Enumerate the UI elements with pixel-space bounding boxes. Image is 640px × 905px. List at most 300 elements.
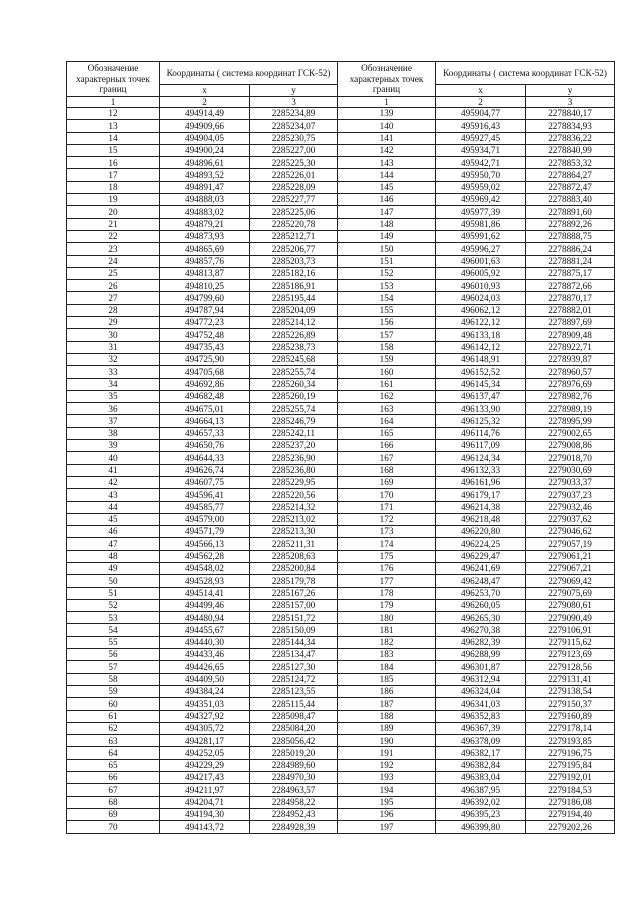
point-number-right: 192: [338, 759, 436, 771]
y-value-left: 2285186,91: [250, 280, 338, 292]
y-value-right: 2279075,69: [526, 587, 615, 599]
point-number-left: 44: [67, 501, 160, 513]
table-row: [67, 599, 615, 611]
x-value-right: 496260,05: [436, 599, 526, 611]
x-value-right: 496378,09: [436, 735, 526, 747]
point-number-right: 169: [338, 476, 436, 488]
point-number-left: 27: [67, 292, 160, 304]
table-row: [67, 550, 615, 562]
point-number-left: 68: [67, 796, 160, 808]
y-value-right: 2278897,69: [526, 317, 615, 329]
point-number-left: 36: [67, 403, 160, 415]
y-value-right: 2279061,21: [526, 550, 615, 562]
x-value-left: 494229,29: [160, 759, 250, 771]
x-value-left: 494528,93: [160, 575, 250, 587]
table-row: [67, 243, 615, 255]
y-value-right: 2279128,56: [526, 661, 615, 673]
x-header-right: x: [436, 85, 526, 97]
x-value-right: 496382,84: [436, 759, 526, 771]
y-value-right: 2279195,84: [526, 759, 615, 771]
table-row: [67, 796, 615, 808]
x-value-left: 494772,23: [160, 317, 250, 329]
point-number-right: 197: [338, 821, 436, 833]
x-value-right: 496224,25: [436, 538, 526, 550]
x-value-left: 494305,72: [160, 722, 250, 734]
x-value-left: 494810,25: [160, 280, 250, 292]
x-value-right: 495934,71: [436, 144, 526, 156]
y-value-left: 2284928,39: [250, 821, 338, 833]
y-value-right: 2278892,26: [526, 218, 615, 230]
x-value-right: 495950,70: [436, 169, 526, 181]
y-value-left: 2285226,01: [250, 169, 338, 181]
point-number-right: 165: [338, 427, 436, 439]
point-number-right: 144: [338, 169, 436, 181]
y-header-left: y: [250, 85, 338, 97]
column-number: 1: [338, 96, 436, 108]
x-value-right: 496312,94: [436, 673, 526, 685]
point-number-left: 14: [67, 132, 160, 144]
y-value-left: 2285208,63: [250, 550, 338, 562]
point-number-right: 163: [338, 403, 436, 415]
point-number-left: 23: [67, 243, 160, 255]
x-value-left: 494585,77: [160, 501, 250, 513]
x-value-left: 494579,00: [160, 513, 250, 525]
table-row: [67, 624, 615, 636]
column-number: 1: [67, 96, 160, 108]
x-value-left: 494891,47: [160, 181, 250, 193]
point-number-left: 13: [67, 120, 160, 132]
x-value-right: 496124,34: [436, 452, 526, 464]
table-row: [67, 612, 615, 624]
point-number-right: 145: [338, 181, 436, 193]
table-row: [67, 440, 615, 452]
y-value-right: 2279115,62: [526, 636, 615, 648]
point-number-left: 28: [67, 304, 160, 316]
point-number-left: 57: [67, 661, 160, 673]
y-value-left: 2285246,79: [250, 415, 338, 427]
y-value-left: 2285234,07: [250, 120, 338, 132]
table-row: [67, 108, 615, 120]
point-number-right: 151: [338, 255, 436, 267]
x-value-right: 496179,17: [436, 489, 526, 501]
point-number-left: 70: [67, 821, 160, 833]
column-number: 2: [160, 96, 250, 108]
x-value-right: 496062,12: [436, 304, 526, 316]
y-value-right: 2279192,01: [526, 772, 615, 784]
x-value-right: 496214,38: [436, 501, 526, 513]
y-value-right: 2278883,40: [526, 194, 615, 206]
point-number-right: 177: [338, 575, 436, 587]
point-number-left: 29: [67, 317, 160, 329]
point-number-right: 140: [338, 120, 436, 132]
y-value-left: 2285056,42: [250, 735, 338, 747]
x-value-left: 494626,74: [160, 464, 250, 476]
y-value-left: 2285157,00: [250, 599, 338, 611]
x-value-right: 495927,45: [436, 132, 526, 144]
table-row: [67, 390, 615, 402]
x-value-right: 495969,42: [436, 194, 526, 206]
x-value-right: 495981,86: [436, 218, 526, 230]
table-row: [67, 784, 615, 796]
table-row: [67, 464, 615, 476]
x-value-right: 496117,09: [436, 440, 526, 452]
table-row: [67, 169, 615, 181]
point-number-left: 64: [67, 747, 160, 759]
table-row: [67, 280, 615, 292]
y-value-right: 2279178,14: [526, 722, 615, 734]
x-value-left: 494281,17: [160, 735, 250, 747]
x-value-left: 494480,94: [160, 612, 250, 624]
x-value-right: 496241,69: [436, 562, 526, 574]
x-value-left: 494194,30: [160, 808, 250, 820]
y-value-left: 2285211,31: [250, 538, 338, 550]
point-number-left: 49: [67, 562, 160, 574]
y-value-left: 2284989,60: [250, 759, 338, 771]
x-value-right: 495996,27: [436, 243, 526, 255]
x-value-right: 495942,71: [436, 157, 526, 169]
table-row: [67, 759, 615, 771]
x-value-left: 494351,03: [160, 698, 250, 710]
y-value-left: 2285144,34: [250, 636, 338, 648]
coords-header-right: Координаты ( система координат ГСК-52): [436, 62, 615, 85]
y-value-left: 2285230,75: [250, 132, 338, 144]
column-number: 3: [526, 96, 615, 108]
point-number-right: 142: [338, 144, 436, 156]
x-value-left: 494857,76: [160, 255, 250, 267]
point-number-right: 191: [338, 747, 436, 759]
x-value-left: 494650,76: [160, 440, 250, 452]
x-value-left: 494562,28: [160, 550, 250, 562]
y-value-right: 2278834,93: [526, 120, 615, 132]
y-value-left: 2285150,09: [250, 624, 338, 636]
x-value-right: 496005,92: [436, 267, 526, 279]
y-value-left: 2284952,43: [250, 808, 338, 820]
x-value-left: 494440,30: [160, 636, 250, 648]
x-value-right: 496024,03: [436, 292, 526, 304]
x-header-left: x: [160, 85, 250, 97]
y-value-left: 2284970,30: [250, 772, 338, 784]
y-value-right: 2279018,70: [526, 452, 615, 464]
x-value-right: 496010,93: [436, 280, 526, 292]
x-value-right: 496270,38: [436, 624, 526, 636]
x-value-left: 494705,68: [160, 366, 250, 378]
y-value-right: 2279080,61: [526, 599, 615, 611]
x-value-right: 496301,87: [436, 661, 526, 673]
point-number-right: 179: [338, 599, 436, 611]
point-number-left: 17: [67, 169, 160, 181]
point-number-right: 143: [338, 157, 436, 169]
table-row: [67, 144, 615, 156]
x-value-left: 494607,75: [160, 476, 250, 488]
x-value-left: 494692,86: [160, 378, 250, 390]
x-value-left: 494914,49: [160, 108, 250, 120]
table-row: [67, 353, 615, 365]
x-value-right: 496367,39: [436, 722, 526, 734]
y-value-left: 2284963,57: [250, 784, 338, 796]
y-value-left: 2285229,95: [250, 476, 338, 488]
x-value-right: 496282,39: [436, 636, 526, 648]
y-value-right: 2278888,75: [526, 230, 615, 242]
point-number-left: 24: [67, 255, 160, 267]
y-value-right: 2278995,99: [526, 415, 615, 427]
x-value-right: 496288,99: [436, 649, 526, 661]
y-value-right: 2279138,54: [526, 685, 615, 697]
table-row: [67, 366, 615, 378]
point-number-left: 26: [67, 280, 160, 292]
column-number-row: [67, 96, 615, 108]
y-value-right: 2278853,32: [526, 157, 615, 169]
x-value-right: 496324,04: [436, 685, 526, 697]
x-value-right: 496145,34: [436, 378, 526, 390]
point-number-left: 33: [67, 366, 160, 378]
table-row: [67, 304, 615, 316]
table-row: [67, 735, 615, 747]
point-number-left: 46: [67, 526, 160, 538]
point-number-left: 50: [67, 575, 160, 587]
y-value-left: 2285182,16: [250, 267, 338, 279]
point-number-right: 164: [338, 415, 436, 427]
y-value-right: 2278840,17: [526, 108, 615, 120]
y-value-right: 2279194,40: [526, 808, 615, 820]
x-value-right: 496387,95: [436, 784, 526, 796]
x-value-left: 494909,66: [160, 120, 250, 132]
y-value-left: 2285255,74: [250, 366, 338, 378]
point-number-left: 53: [67, 612, 160, 624]
x-value-left: 494566,13: [160, 538, 250, 550]
x-value-left: 494426,65: [160, 661, 250, 673]
x-value-right: 496265,30: [436, 612, 526, 624]
x-value-right: 496125,32: [436, 415, 526, 427]
x-value-left: 494873,93: [160, 230, 250, 242]
y-header-right: y: [526, 85, 615, 97]
point-number-left: 54: [67, 624, 160, 636]
y-value-left: 2285134,47: [250, 649, 338, 661]
y-value-right: 2278836,22: [526, 132, 615, 144]
x-value-right: 496392,02: [436, 796, 526, 808]
point-number-right: 141: [338, 132, 436, 144]
y-value-left: 2285167,26: [250, 587, 338, 599]
x-value-right: 495904,77: [436, 108, 526, 120]
point-number-left: 43: [67, 489, 160, 501]
point-number-left: 19: [67, 194, 160, 206]
y-value-left: 2285206,77: [250, 243, 338, 255]
x-value-left: 494813,87: [160, 267, 250, 279]
point-number-right: 156: [338, 317, 436, 329]
y-value-right: 2279069,42: [526, 575, 615, 587]
y-value-right: 2279186,08: [526, 796, 615, 808]
x-value-left: 494252,05: [160, 747, 250, 759]
table-row: [67, 403, 615, 415]
x-value-left: 494644,33: [160, 452, 250, 464]
point-number-left: 21: [67, 218, 160, 230]
x-value-left: 494904,05: [160, 132, 250, 144]
point-number-right: 148: [338, 218, 436, 230]
point-number-right: 157: [338, 329, 436, 341]
x-value-left: 494883,02: [160, 206, 250, 218]
y-value-left: 2285234,89: [250, 108, 338, 120]
point-number-right: 189: [338, 722, 436, 734]
table-body: [67, 108, 615, 834]
table-row: [67, 378, 615, 390]
point-number-right: 188: [338, 710, 436, 722]
point-number-left: 41: [67, 464, 160, 476]
table-row: [67, 562, 615, 574]
point-number-left: 16: [67, 157, 160, 169]
x-value-right: 496220,80: [436, 526, 526, 538]
column-number: 2: [436, 96, 526, 108]
table-row: [67, 661, 615, 673]
y-value-left: 2285225,06: [250, 206, 338, 218]
point-number-left: 69: [67, 808, 160, 820]
point-number-left: 40: [67, 452, 160, 464]
y-value-left: 2285212,71: [250, 230, 338, 242]
point-number-left: 48: [67, 550, 160, 562]
x-value-left: 494217,43: [160, 772, 250, 784]
y-value-right: 2279106,91: [526, 624, 615, 636]
y-value-right: 2278870,17: [526, 292, 615, 304]
point-number-left: 22: [67, 230, 160, 242]
point-number-left: 15: [67, 144, 160, 156]
x-value-right: 496148,91: [436, 353, 526, 365]
y-value-left: 2285242,11: [250, 427, 338, 439]
table-row: [67, 538, 615, 550]
y-value-right: 2278872,47: [526, 181, 615, 193]
y-value-left: 2285213,02: [250, 513, 338, 525]
point-number-right: 186: [338, 685, 436, 697]
x-value-right: 496001,63: [436, 255, 526, 267]
table-row: [67, 513, 615, 525]
y-value-right: 2279196,75: [526, 747, 615, 759]
point-label-header-left: Обозначение характерных точек границ: [67, 62, 160, 97]
point-number-left: 39: [67, 440, 160, 452]
x-value-left: 494752,48: [160, 329, 250, 341]
point-number-left: 67: [67, 784, 160, 796]
y-value-right: 2279033,37: [526, 476, 615, 488]
y-value-right: 2279037,23: [526, 489, 615, 501]
x-value-right: 496114,76: [436, 427, 526, 439]
point-number-right: 166: [338, 440, 436, 452]
table-row: [67, 673, 615, 685]
point-number-right: 150: [338, 243, 436, 255]
point-number-right: 153: [338, 280, 436, 292]
table-row: [67, 772, 615, 784]
y-value-left: 2285084,20: [250, 722, 338, 734]
point-number-left: 34: [67, 378, 160, 390]
table-row: [67, 341, 615, 353]
table-row: [67, 218, 615, 230]
table-row: [67, 206, 615, 218]
x-value-right: 496137,47: [436, 390, 526, 402]
x-value-right: 496352,83: [436, 710, 526, 722]
point-number-right: 160: [338, 366, 436, 378]
y-value-right: 2279131,41: [526, 673, 615, 685]
point-number-right: 180: [338, 612, 436, 624]
point-number-right: 176: [338, 562, 436, 574]
y-value-left: 2285213,30: [250, 526, 338, 538]
x-value-left: 494211,97: [160, 784, 250, 796]
y-value-right: 2279160,89: [526, 710, 615, 722]
y-value-left: 2285236,80: [250, 464, 338, 476]
point-number-right: 170: [338, 489, 436, 501]
y-value-left: 2285225,30: [250, 157, 338, 169]
x-value-left: 494725,90: [160, 353, 250, 365]
point-number-right: 173: [338, 526, 436, 538]
y-value-left: 2285227,00: [250, 144, 338, 156]
x-value-left: 494499,46: [160, 599, 250, 611]
x-value-right: 496133,18: [436, 329, 526, 341]
point-number-left: 42: [67, 476, 160, 488]
point-number-left: 60: [67, 698, 160, 710]
x-value-left: 494787,94: [160, 304, 250, 316]
point-number-left: 63: [67, 735, 160, 747]
point-number-left: 56: [67, 649, 160, 661]
point-number-right: 187: [338, 698, 436, 710]
table-row: [67, 685, 615, 697]
point-number-right: 158: [338, 341, 436, 353]
x-value-right: 496161,96: [436, 476, 526, 488]
point-number-left: 45: [67, 513, 160, 525]
point-number-right: 184: [338, 661, 436, 673]
point-number-left: 55: [67, 636, 160, 648]
x-value-left: 494896,61: [160, 157, 250, 169]
point-number-left: 65: [67, 759, 160, 771]
x-value-left: 494384,24: [160, 685, 250, 697]
table-row: [67, 181, 615, 193]
table-row: [67, 415, 615, 427]
x-value-right: 496382,17: [436, 747, 526, 759]
y-value-left: 2285227,77: [250, 194, 338, 206]
x-value-left: 494143,72: [160, 821, 250, 833]
table-row: [67, 132, 615, 144]
x-value-left: 494548,02: [160, 562, 250, 574]
y-value-right: 2278982,76: [526, 390, 615, 402]
table-row: [67, 120, 615, 132]
y-value-right: 2278989,19: [526, 403, 615, 415]
point-number-left: 66: [67, 772, 160, 784]
point-number-right: 183: [338, 649, 436, 661]
table-row: [67, 587, 615, 599]
point-number-right: 185: [338, 673, 436, 685]
x-value-left: 494675,01: [160, 403, 250, 415]
point-number-left: 47: [67, 538, 160, 550]
y-value-right: 2279202,26: [526, 821, 615, 833]
y-value-right: 2278939,87: [526, 353, 615, 365]
header-row: [67, 62, 615, 85]
point-number-right: 162: [338, 390, 436, 402]
y-value-left: 2285214,12: [250, 317, 338, 329]
x-value-left: 494455,67: [160, 624, 250, 636]
point-number-right: 178: [338, 587, 436, 599]
x-value-left: 494571,79: [160, 526, 250, 538]
table-row: [67, 821, 615, 833]
coordinates-table-container: [66, 61, 614, 834]
point-number-left: 52: [67, 599, 160, 611]
y-value-right: 2278891,60: [526, 206, 615, 218]
y-value-right: 2278909,48: [526, 329, 615, 341]
point-number-left: 51: [67, 587, 160, 599]
y-value-left: 2285204,09: [250, 304, 338, 316]
point-number-right: 139: [338, 108, 436, 120]
y-value-right: 2279008,86: [526, 440, 615, 452]
y-value-left: 2285124,72: [250, 673, 338, 685]
y-value-left: 2285245,68: [250, 353, 338, 365]
point-number-left: 32: [67, 353, 160, 365]
point-number-right: 154: [338, 292, 436, 304]
point-number-right: 174: [338, 538, 436, 550]
point-number-right: 182: [338, 636, 436, 648]
table-row: [67, 710, 615, 722]
point-number-left: 18: [67, 181, 160, 193]
